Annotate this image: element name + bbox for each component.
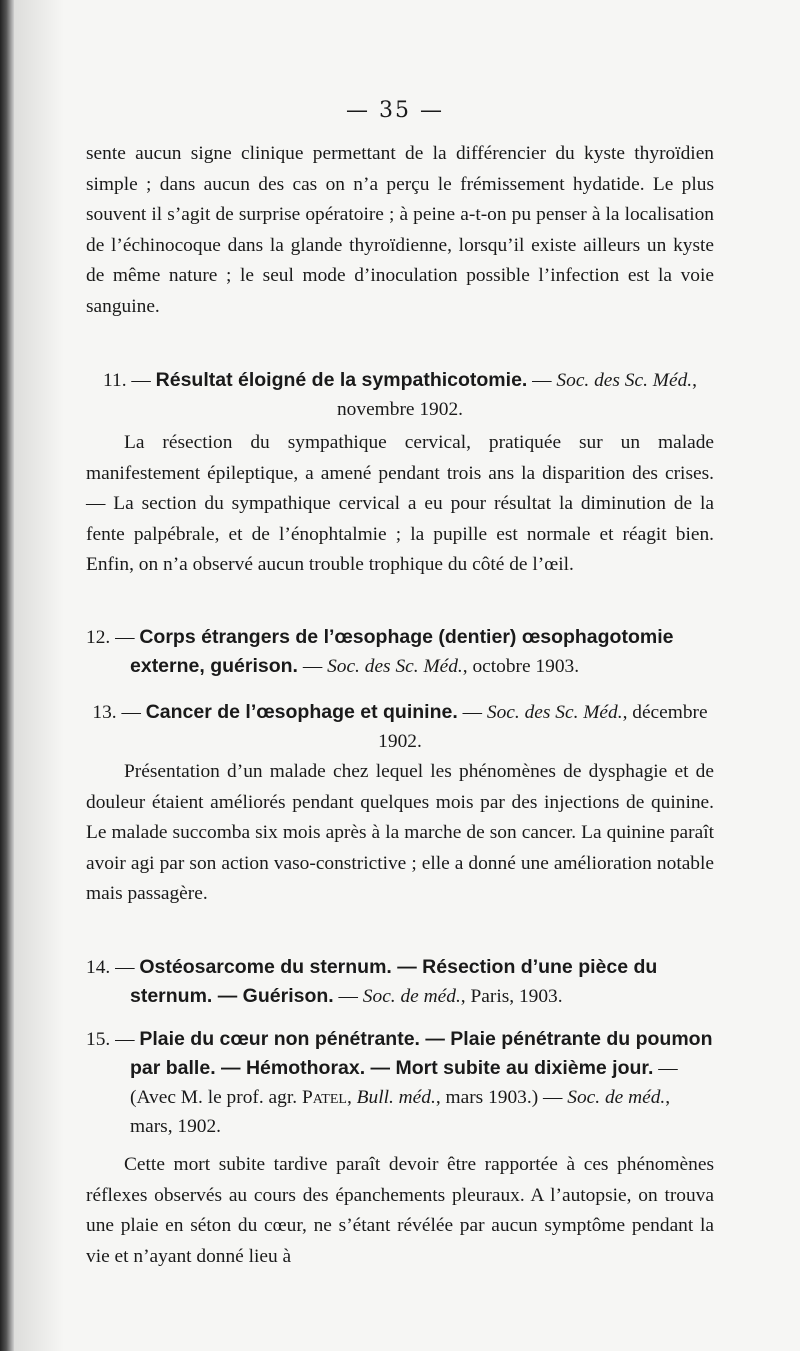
entry-note-author: Patel — [301, 1087, 347, 1108]
entry-note-open: (Avec M. le prof. agr. — [130, 1087, 302, 1108]
entry-13-heading — [86, 698, 714, 756]
entry-source: Soc. des Sc. Méd. — [486, 702, 623, 723]
entry-source: Soc. de méd. — [362, 986, 461, 1007]
entry-dash: — — [110, 627, 140, 648]
gutter-shade — [14, 0, 64, 1351]
entry-number: 11. — [103, 370, 127, 391]
entry-date: , novembre 1902. — [336, 370, 697, 420]
entry-13-body — [86, 757, 714, 910]
entry-separator: — — [538, 1087, 568, 1108]
entry-title: Cancer de l’œsophage et quinine. — [145, 701, 458, 723]
entry-note-journal: Bull. méd. — [356, 1087, 436, 1108]
entry-date: , décembre 1902. — [378, 702, 708, 752]
entry-dash: — — [110, 1029, 140, 1050]
intro-paragraph: sente aucun signe clinique permettant de la différencier du kyste thyroïdien simple ; dans aucun des cas on n’a perçu le frémissement hydatide. Le plus souvent il s’agit de surprise opératoire ; à peine a-t-on pu penser à la localisation de l’échinocoque dans la glande thyroïdienne, lorsqu’il existe ailleurs un kyste de même nature ; le seul mode d’inoculation possible l’infection est la voie sanguine. — [86, 143, 714, 317]
entry-dash: — — [126, 370, 156, 391]
entry-title: Corps étrangers de l’œsophage (dentier) œsophagotomie externe, guérison. — [130, 626, 674, 677]
entry-title: Ostéosarcome du sternum. — Résection d’une pièce du sternum. — Guérison. — [130, 956, 658, 1007]
entry-11-heading — [86, 366, 714, 424]
entry-12-heading — [86, 623, 714, 681]
entry-15-paragraph: Cette mort subite tardive paraît devoir être rapportée à ces phénomènes réflexes observés au cours des épanchements pleuraux. A l’autopsie, on trouva une plaie en séton du cœur, ne s’étant révélée par aucun symptôme pendant la vie et n’ayant donné lieu à — [86, 1154, 714, 1267]
entry-11-paragraph: La résection du sympathique cervical, pratiquée sur un malade manifestement épileptique, a amené pendant trois ans la disparition des crises. — La section du sympathique cervical a eu pour résultat la diminution de la fente palpébrale, et de l’énophtalmie ; la pupille est normale et réagit bien. Enfin, on n’a observé aucun trouble trophique du côté de l’œil. — [86, 432, 714, 575]
entry-note-comma: , — [346, 1087, 357, 1108]
entry-separator: — — [297, 656, 328, 677]
page-number: — 35 — — [346, 98, 444, 123]
entry-dash: — — [116, 702, 146, 723]
entry-15 — [86, 1025, 714, 1141]
entry-separator: — — [527, 370, 557, 391]
book-spine-shadow — [0, 0, 14, 1351]
entry-separator: — — [653, 1058, 678, 1079]
entry-date: , octobre 1903. — [462, 656, 580, 677]
entry-note-close: , mars 1903.) — [435, 1087, 539, 1108]
entry-dash: — — [110, 957, 140, 978]
entry-number: 12. — [86, 627, 111, 648]
entry-11-body — [86, 428, 714, 581]
entry-title: Résultat éloigné de la sympathicotomie. — [155, 369, 528, 391]
entry-14 — [86, 953, 714, 1011]
entry-14-heading — [86, 953, 714, 1011]
entry-separator: — — [333, 986, 363, 1007]
entry-number: 15. — [86, 1029, 111, 1050]
entry-number: 13. — [92, 702, 117, 723]
entry-number: 14. — [86, 957, 111, 978]
intro-block — [86, 139, 714, 322]
entry-date: , Paris, 1903. — [460, 986, 563, 1007]
entry-separator: — — [457, 702, 487, 723]
entry-title: Plaie du cœur non pénétrante. — Plaie pénétrante du poumon par balle. — Hémothorax. — Mort subite au dixième jour. — [130, 1028, 713, 1079]
entry-15-body — [86, 1150, 714, 1272]
entry-12 — [86, 623, 714, 681]
entry-source: Soc. des Sc. Méd. — [327, 656, 463, 677]
entry-source: Soc. de méd. — [567, 1087, 666, 1108]
entry-11 — [86, 366, 714, 424]
entry-date: , mars, 1902. — [130, 1087, 671, 1137]
entry-source: Soc. des Sc. Méd. — [556, 370, 693, 391]
entry-15-heading — [86, 1025, 714, 1141]
entry-13 — [86, 698, 714, 756]
entry-13-paragraph: Présentation d’un malade chez lequel les phénomènes de dysphagie et de douleur étaient améliorés pendant quelques mois par des injections de quinine. Le malade succomba six mois après à la marche de son cancer. La quinine paraît avoir agi par son action vaso-constrictive ; elle a donné une amélioration notable mais passagère. — [86, 761, 714, 904]
